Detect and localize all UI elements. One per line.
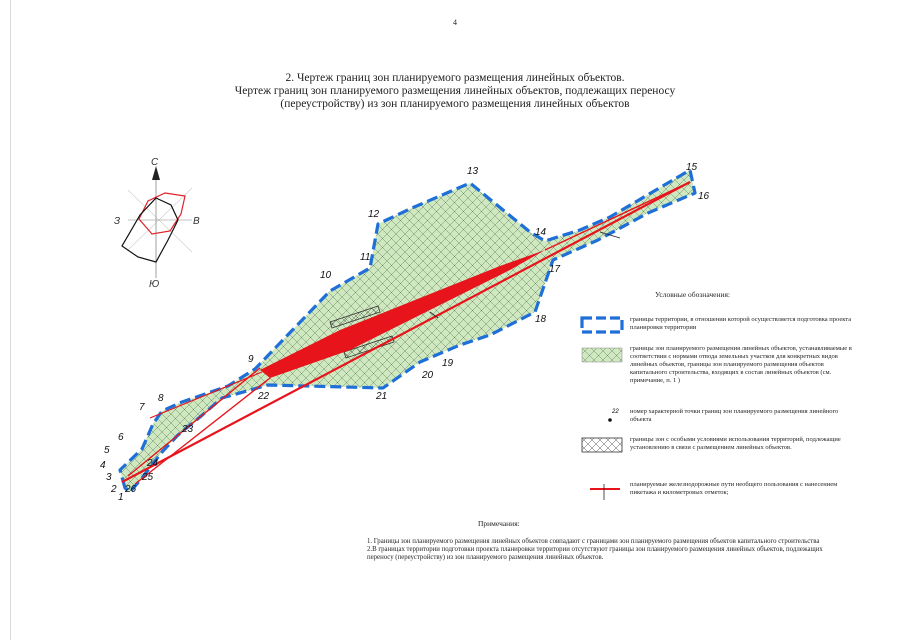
point-label-2: 2 — [111, 484, 117, 495]
compass-north-arrow-icon — [152, 166, 160, 180]
green-hatched-zone-icon-hatch — [582, 348, 622, 362]
legend-text-railway: планируемые железнодорожные пути необщего пользования с нанесением пикетажа и километровых отметок; — [630, 481, 838, 496]
legend-text-boundary: границы территории, в отношении которой осуществляется подготовка проекта планировки территории — [630, 316, 852, 331]
rail-track-5 — [545, 182, 690, 250]
note-1: 1. Границы зон планируемого размещения линейных объектов совпадают с границами зон планируемого размещения объектов капитального строительства — [367, 538, 820, 545]
point-label-14: 14 — [535, 227, 547, 238]
title-line-2: Чертеж границ зон планируемого размещения линейных объектов, подлежащих переносу — [234, 85, 676, 97]
page-number: 4 — [453, 18, 457, 27]
compass-east-label: В — [193, 216, 200, 227]
point-label-17: 17 — [549, 264, 561, 275]
point-label-22: 22 — [258, 391, 270, 402]
point-label-25: 25 — [142, 472, 154, 483]
note-2: 2.В границах территории подготовки проекта планировки территории отсутствуют границы зон планируемого размещения линейных объектов, подлежащих переносу (переустройству) из зон планируемого размещения линейных объектов. — [367, 546, 823, 561]
point-label-13: 13 — [467, 166, 479, 177]
point-label-23: 23 — [182, 424, 194, 435]
point-label-19: 19 — [442, 358, 454, 369]
point-label-12: 12 — [368, 209, 380, 220]
wind-rose — [114, 157, 200, 290]
notes-title: Примечания: — [478, 519, 520, 528]
point-label-15: 15 — [686, 162, 698, 173]
point-label-20: 20 — [422, 370, 434, 381]
wind-rose-red-contour — [139, 193, 185, 234]
legend-text-zone: границы зон планируемого размещения линейных объектов, устанавливаемые в соответствии с нормами отвода земельных участков для конкретных видов линейных объектов, границы зон планируемого размещения объектов капитального строительства, входящих в состав линейных объектов (см. примечание, п. 1 ) — [630, 345, 852, 384]
boundary-point-icon — [608, 418, 612, 422]
point-label-6: 6 — [118, 432, 124, 443]
compass-north-label: С — [151, 157, 159, 168]
notes-block — [367, 538, 827, 562]
blue-dashed-boundary-icon — [582, 318, 622, 332]
point-label-10: 10 — [320, 270, 332, 281]
point-label-3: 3 — [106, 472, 112, 483]
point-label-1: 1 — [118, 492, 124, 503]
title-line-1: 2. Чертеж границ зон планируемого размещения линейных объектов. — [285, 72, 625, 84]
legend-text-special: границы зон с особыми условиями использования территорий, подлежащие установлению в связи с размещением линейных объектов. — [630, 436, 841, 451]
boundary-point-sample: 22 — [612, 409, 619, 415]
point-label-26: 26 — [125, 484, 137, 495]
point-label-7: 7 — [139, 402, 145, 413]
legend-icons — [582, 318, 622, 500]
point-label-24: 24 — [147, 458, 159, 469]
point-label-9: 9 — [248, 354, 254, 365]
compass-south-label: Ю — [149, 279, 160, 290]
point-label-21: 21 — [376, 391, 388, 402]
point-label-11: 11 — [360, 252, 371, 263]
compass-west-label: З — [114, 216, 121, 227]
special-conditions-zone-icon — [582, 438, 622, 452]
point-label-5: 5 — [104, 445, 110, 456]
title-line-3: (переустройству) из зон планируемого размещения линейных объектов — [280, 98, 630, 110]
point-label-8: 8 — [158, 393, 164, 404]
legend-title: Условные обозначения: — [655, 290, 731, 299]
legend-text-point: номер характерной точки границ зон планируемого размещения линейного объекта — [630, 408, 839, 423]
point-label-18: 18 — [535, 314, 547, 325]
point-label-4: 4 — [100, 460, 106, 471]
point-label-16: 16 — [698, 191, 710, 202]
